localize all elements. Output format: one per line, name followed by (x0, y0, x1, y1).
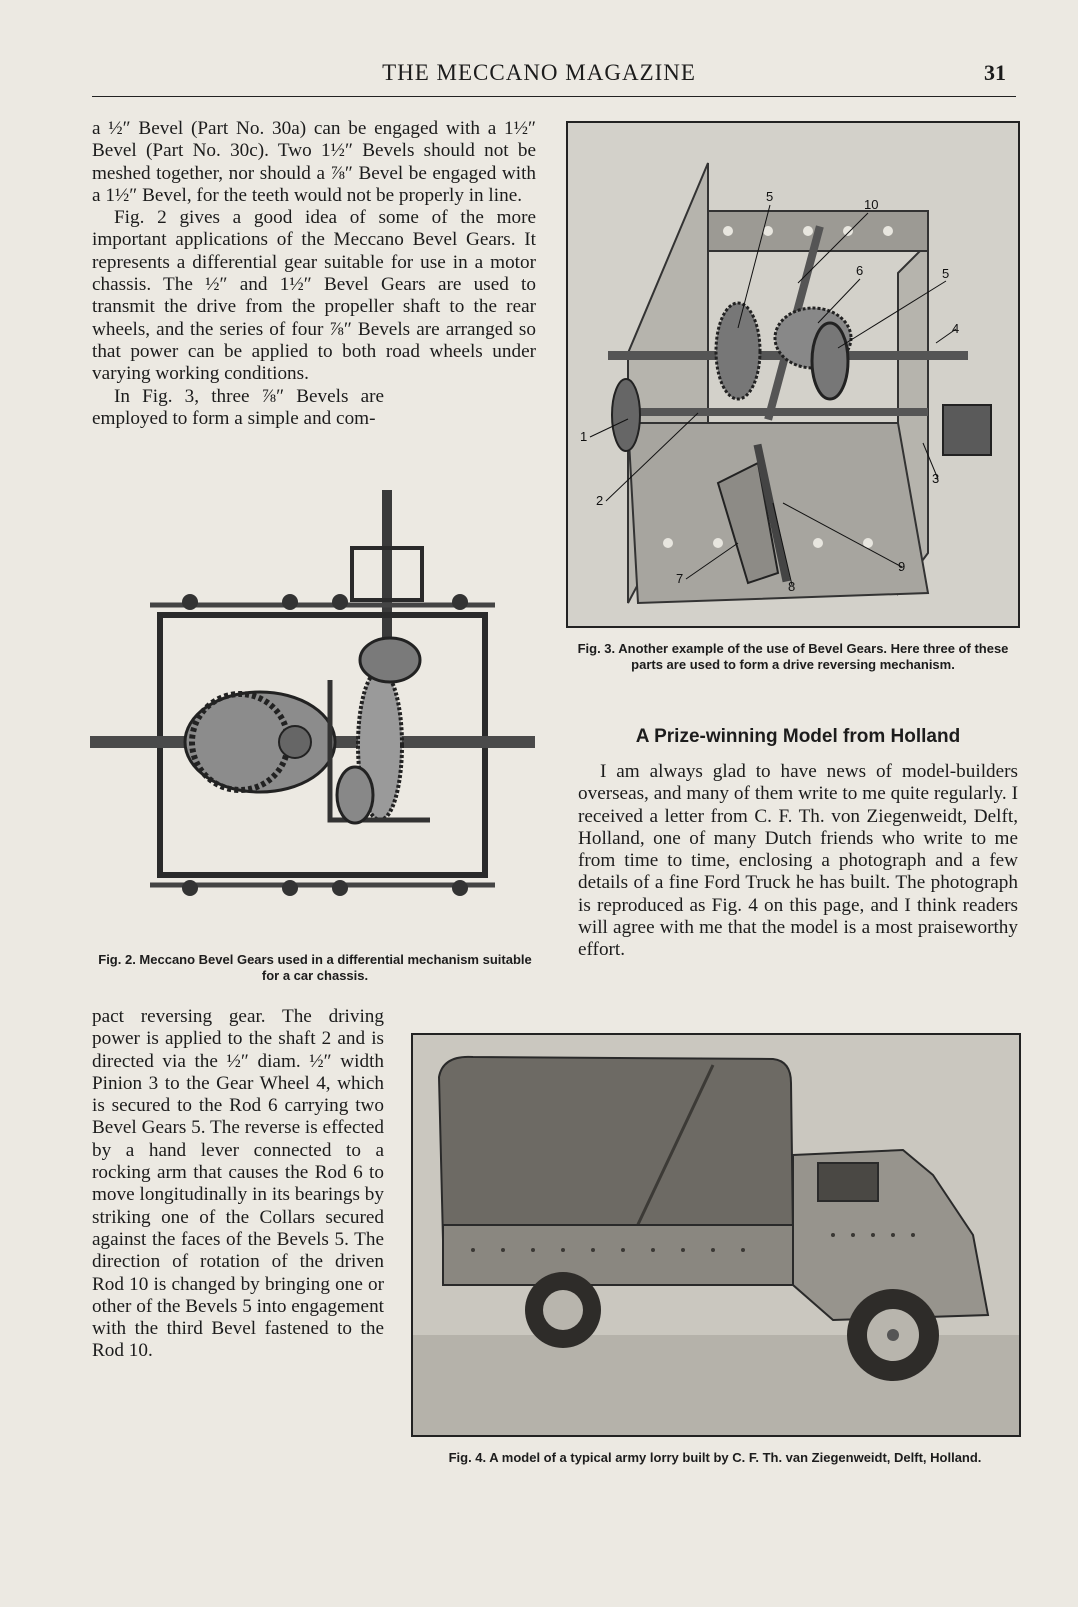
fig3-caption: Fig. 3. Another example of the use of Bevel Gears. Here three of these parts are used to form a drive reversing mechanism. (577, 641, 1009, 672)
fig3-label: 4 (952, 321, 960, 336)
page-header-title: THE MECCANO MAGAZINE (382, 60, 696, 85)
fig3-label: 6 (856, 263, 864, 278)
paragraph: In Fig. 3, three ⅞″ Bevels are employed to form a simple and com- (92, 385, 384, 429)
fig3-label: 8 (788, 579, 796, 594)
fig3-reversing-mechanism-photo (566, 121, 1020, 628)
fig3-label: 3 (932, 471, 940, 486)
fig4-caption: Fig. 4. A model of a typical army lorry built by C. F. Th. van Ziegenweidt, Delft, Holland. (448, 1450, 982, 1465)
fig3-label: 9 (898, 559, 906, 574)
fig3-label: 7 (676, 571, 684, 586)
fig3-label: 1 (580, 429, 588, 444)
fig4-army-lorry-photo (411, 1033, 1021, 1437)
paragraph: Fig. 2 gives a good idea of some of the more important applications of the Meccano Bevel Gears. It represents a differential gear suitable for use in a motor chassis. The ½″ and 1½″ Bevel Gears are used to transmit the drive from the propeller shaft to the rear wheels, and the series of four ⅞″ Bevels are arranged so that power can be applied to both road wheels under varying working conditions. (92, 207, 536, 385)
fig3-label: 10 (864, 197, 879, 212)
paragraph: a ½″ Bevel (Part No. 30a) can be engaged with a 1½″ Bevel (Part No. 30c). Two 1½″ Bevels should not be meshed together, nor should a ⅞″ Bevel be engaged with a 1½″ Bevel, for the teeth would not be properly in line. (92, 118, 536, 206)
right-column-text (578, 761, 1018, 962)
page-number: 31 (984, 60, 1006, 85)
paragraph: pact reversing gear. The driving power is applied to the shaft 2 and is directed via the ½″ diam. ½″ width Pinion 3 to the Gear Wheel 4, which is secured to the Rod 6 carrying two Bevel Gears 5. The reverse is effected by a hand lever connected to a rocking arm that causes the Rod 6 to move longitudinally in its bearings by striking one of the Collars secured against the faces of the Bevels 5. The direction of rotation of the driven Rod 10 is changed by bringing one or other of the Bevels 5 into engagement with the third Bevel fastened to the Rod 10. (92, 1006, 384, 1362)
section-heading: A Prize-winning Model from Holland (635, 726, 961, 747)
fig3-label: 5 (766, 189, 774, 204)
left-column-text (92, 118, 536, 430)
paragraph: I am always glad to have news of model-builders overseas, and many of them write to me quite regularly. I received a letter from C. F. Th. von Ziegenweidt, Delft, Holland, one of many Dutch friends who write to me from time to time, enclosing a photograph and a few details of a fine Ford Truck he has built. The photograph is reproduced as Fig. 4 on this page, and I think readers will agree with me that the model is a most praiseworthy effort. (578, 761, 1018, 961)
left-column-bottom-text (92, 1006, 384, 1363)
header-rule (92, 96, 1016, 97)
fig3-label: 5 (942, 266, 950, 281)
fig3-label: 2 (596, 493, 604, 508)
fig2-caption: Fig. 2. Meccano Bevel Gears used in a differential mechanism suitable for a car chassis. (98, 952, 532, 983)
fig2-differential-illustration (90, 490, 540, 930)
